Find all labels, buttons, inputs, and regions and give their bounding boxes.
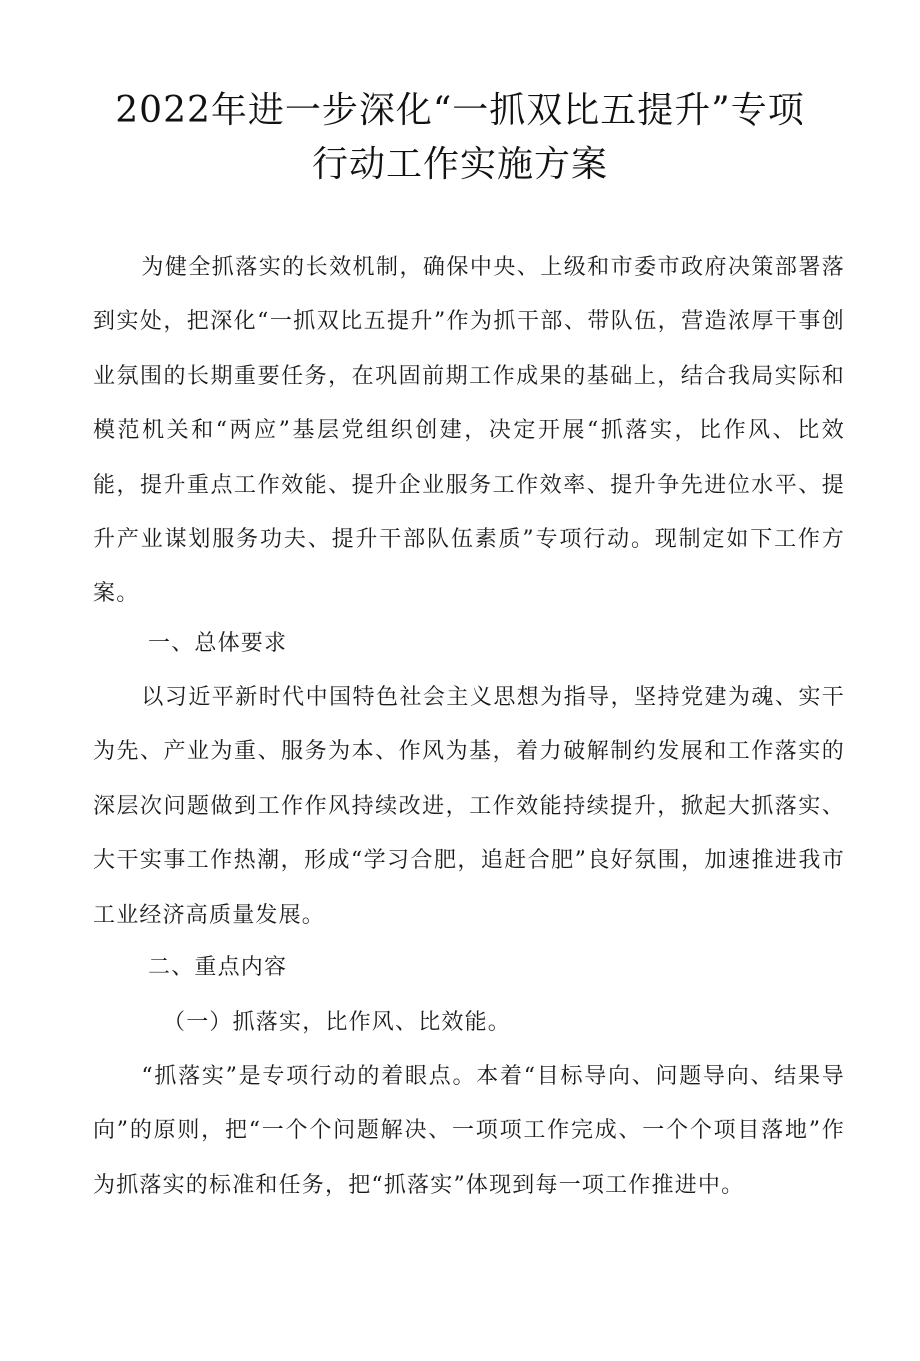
intro-paragraph: 为健全抓落实的长效机制，确保中央、上级和市委市政府决策部署落到实处，把深化“一抓双比五提升”作为抓干部、带队伍，营造浓厚干事创业氛围的长期重要任务，在巩固前期工作成果的基础上，结合我局实际和模范机关和“两应”基层党组织创建，决定开展“抓落实，比作风、比效能，提升重点工作效能、提升企业服务工作效率、提升争先进位水平、提升产业谋划服务功夫、提升干部队伍素质”专项行动。现制定如下工作方案。 xyxy=(93,255,845,607)
section-heading-general-requirements: 一、总体要求 xyxy=(148,631,288,656)
subsection-1-paragraph: “抓落实”是专项行动的着眼点。本着“目标导向、问题导向、结果导向”的原则，把“一个个问题解决、一项项工作完成、一个个项目落地”作为抓落实的标准和任务，把“抓落实”体现到每一项工作推进中。 xyxy=(93,1064,845,1198)
general-requirements-paragraph: 以习近平新时代中国特色社会主义思想为指导，坚持党建为魂、实干为先、产业为重、服务为本、作风为基，着力破解制约发展和工作落实的深层次问题做到工作作风持续改进，工作效能持续提升，掀起大抓落实、大干实事工作热潮，形成“学习合肥，追赶合肥”良好氛围，加速推进我市工业经济高质量发展。 xyxy=(93,685,845,928)
subsection-heading-1: （一）抓落实，比作风、比效能。 xyxy=(163,1010,512,1035)
section-heading-key-content: 二、重点内容 xyxy=(148,955,288,980)
document-title-line-1: 2022年进一步深化“一抓双比五提升”专项 xyxy=(115,90,805,131)
document-title-line-2: 行动工作实施方案 xyxy=(311,144,608,185)
